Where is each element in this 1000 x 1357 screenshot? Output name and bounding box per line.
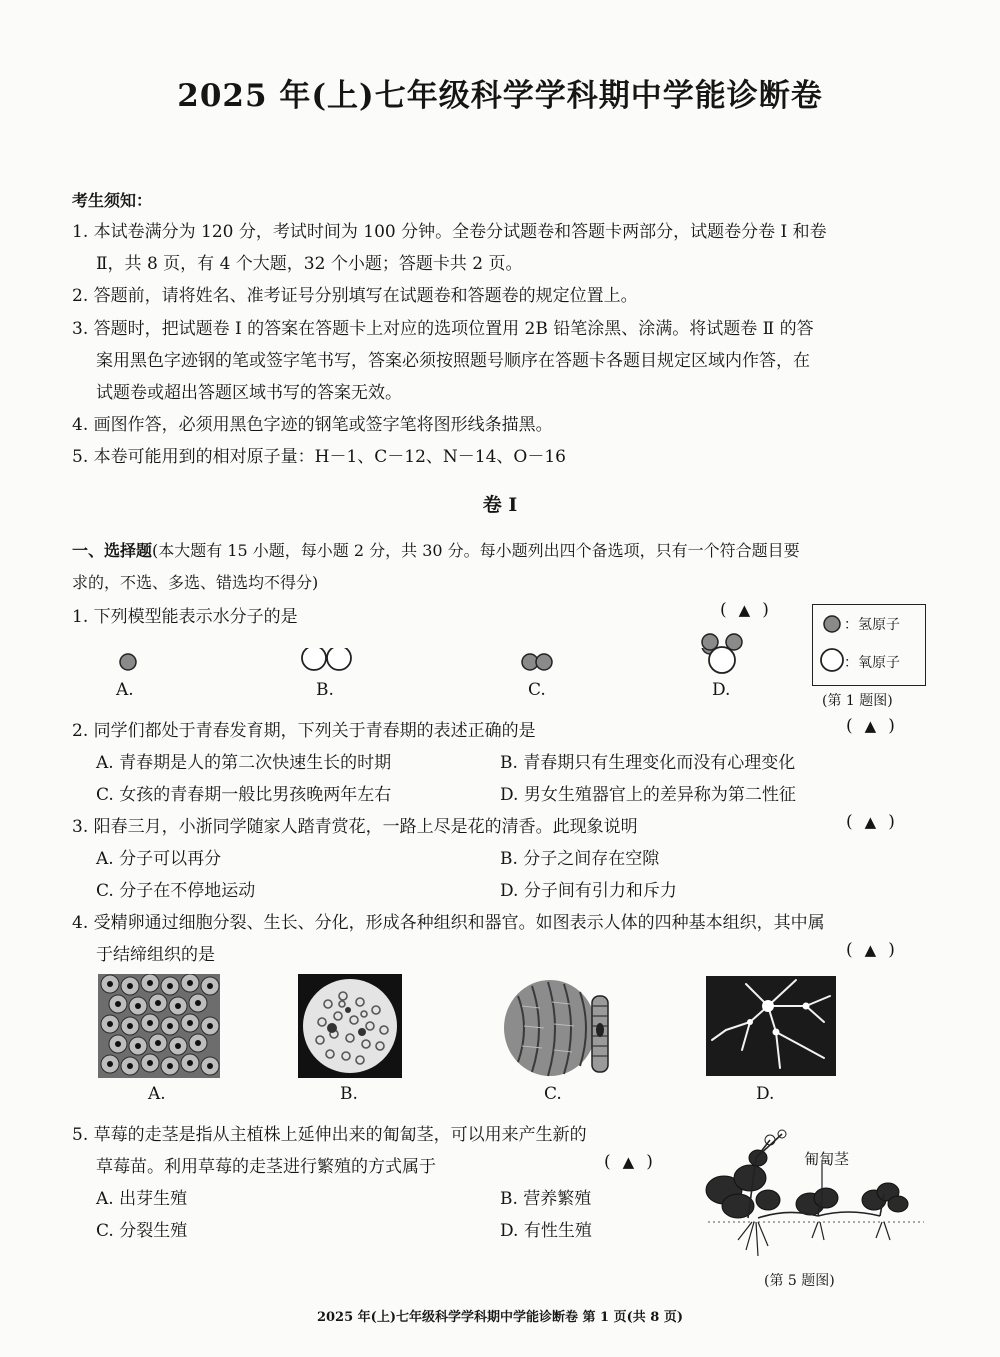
q5-option-c: C. 分裂生殖 — [96, 1221, 188, 1241]
q1-option-c-label: C. — [528, 680, 546, 700]
q5-answer-blank: ( ▲ ) — [604, 1152, 653, 1172]
q2-option-c: C. 女孩的青春期一般比男孩晚两年左右 — [96, 785, 392, 805]
notice-line: 案用黑色字迹钢的笔或签字笔书写，答案必须按照题号顺序在答题卡各题目规定区域内作答，在 — [96, 351, 810, 371]
section-desc: (本大题有 15 小题，每小题 2 分，共 30 分。每小题列出四个备选项，只有一个符合题目要 — [152, 541, 800, 560]
q3-option-b: B. 分子之间存在空隙 — [500, 849, 660, 869]
page-footer: 2025 年(上)七年级科学学科期中学能诊断卷 第 1 页(共 8 页) — [316, 1310, 684, 1325]
q1-a-hydrogen-atom — [120, 654, 136, 670]
q1-legend-oxygen: ：氧原子 — [844, 655, 900, 671]
q1-option-b-label: B. — [316, 680, 334, 700]
q4-image-d-nerve-tissue — [706, 976, 836, 1076]
q4-image-a-epithelial-tissue — [98, 974, 220, 1078]
q4-option-a-label: A. — [148, 1084, 166, 1104]
q3-option-a: A. 分子可以再分 — [96, 849, 222, 869]
q4-answer-blank: ( ▲ ) — [846, 940, 895, 960]
notice-line: 5. 本卷可能用到的相对原子量：H－1、C－12、N－14、O－16 — [72, 447, 566, 467]
notice-line: 试题卷或超出答题区域书写的答案无效。 — [96, 383, 402, 403]
answer-mark-icon: ▲ — [738, 601, 751, 619]
notice-line: Ⅱ，共 8 页，有 4 个大题，32 个小题；答题卡共 2 页。 — [96, 254, 523, 274]
q4-option-d-label: D. — [756, 1084, 775, 1104]
page-title: 2025 年(上)七年级科学学科期中学能诊断卷 — [177, 78, 823, 114]
q3-option-c: C. 分子在不停地运动 — [96, 881, 256, 901]
section-heading — [72, 538, 800, 561]
q1-caption: (第 1 题图) — [822, 693, 893, 709]
q4-image-b-blood-tissue — [298, 974, 402, 1078]
q1-stem: 1. 下列模型能表示水分子的是 — [72, 607, 298, 627]
q5-runner-label: 匍匐茎 — [804, 1150, 850, 1168]
q5-option-a: A. 出芽生殖 — [96, 1189, 188, 1209]
q3-option-d: D. 分子间有引力和斥力 — [500, 881, 677, 901]
q1-c-hydrogen-atom — [536, 654, 552, 670]
q4-image-c-muscle-tissue — [500, 976, 616, 1080]
q1-option-d-label: D. — [712, 680, 731, 700]
notice-line: 4. 画图作答，必须用黑色字迹的钢笔或签字笔将图形线条描黑。 — [72, 415, 553, 435]
answer-mark-icon: ▲ — [622, 1153, 635, 1171]
q1-option-a-label: A. — [116, 680, 134, 700]
q5-caption: (第 5 题图) — [764, 1273, 835, 1289]
q2-option-b: B. 青春期只有生理变化而没有心理变化 — [500, 753, 796, 773]
volume-heading: 卷 Ⅰ — [482, 494, 518, 516]
q4-stem: 4. 受精卵通过细胞分裂、生长、分化，形成各种组织和器官。如图表示人体的四种基本组织，其中属 — [72, 913, 825, 933]
q1-option-d-water-model — [696, 630, 756, 680]
notice-line: 2. 答题前，请将姓名、准考证号分别填写在试题卷和答题卷的规定位置上。 — [72, 286, 638, 306]
q4-option-b-label: B. — [340, 1084, 358, 1104]
q1-legend-hydrogen: ：氢原子 — [844, 617, 900, 633]
q5-option-d: D. 有性生殖 — [500, 1221, 592, 1241]
notice-line: 1. 本试卷满分为 120 分，考试时间为 100 分钟。全卷分试题卷和答题卡两部分，试题卷分卷 Ⅰ 和卷 — [72, 222, 827, 242]
answer-mark-icon: ▲ — [864, 941, 877, 959]
q1-molecule-models — [110, 648, 750, 682]
q3-answer-blank: ( ▲ ) — [846, 812, 895, 832]
q2-option-a: A. 青春期是人的第二次快速生长的时期 — [96, 753, 392, 773]
section-name: 一、选择题 — [72, 541, 153, 560]
notice-heading: 考生须知： — [72, 191, 153, 210]
q5-stem-cont: 草莓苗。利用草莓的走茎进行繁殖的方式属于 — [96, 1157, 436, 1177]
q5-option-b: B. 营养繁殖 — [500, 1189, 592, 1209]
q2-answer-blank: ( ▲ ) — [846, 716, 895, 736]
q5-strawberry-runner-figure — [698, 1122, 930, 1262]
q1-b-oxygen-atom — [302, 648, 326, 670]
q4-option-c-label: C. — [544, 1084, 562, 1104]
section-desc-cont: 求的，不选、多选、错选均不得分) — [72, 573, 319, 592]
q4-stem-cont: 于结缔组织的是 — [96, 945, 215, 965]
answer-mark-icon: ▲ — [864, 813, 877, 831]
q5-stem: 5. 草莓的走茎是指从主植株上延伸出来的匍匐茎，可以用来产生新的 — [72, 1125, 587, 1145]
notice-line: 3. 答题时，把试题卷 Ⅰ 的答案在答题卡上对应的选项位置用 2B 铅笔涂黑、涂满。将试题卷 Ⅱ 的答 — [72, 319, 814, 339]
answer-mark-icon: ▲ — [864, 717, 877, 735]
q3-stem: 3. 阳春三月，小浙同学随家人踏青赏花，一路上尽是花的清香。此现象说明 — [72, 817, 638, 837]
q1-legend-icons — [820, 612, 846, 676]
q2-option-d: D. 男女生殖器官上的差异称为第二性征 — [500, 785, 796, 805]
q1-b-oxygen-atom — [327, 648, 351, 670]
q2-stem: 2. 同学们都处于青春发育期，下列关于青春期的表述正确的是 — [72, 721, 536, 741]
q1-answer-blank: ( ▲ ) — [720, 600, 769, 620]
